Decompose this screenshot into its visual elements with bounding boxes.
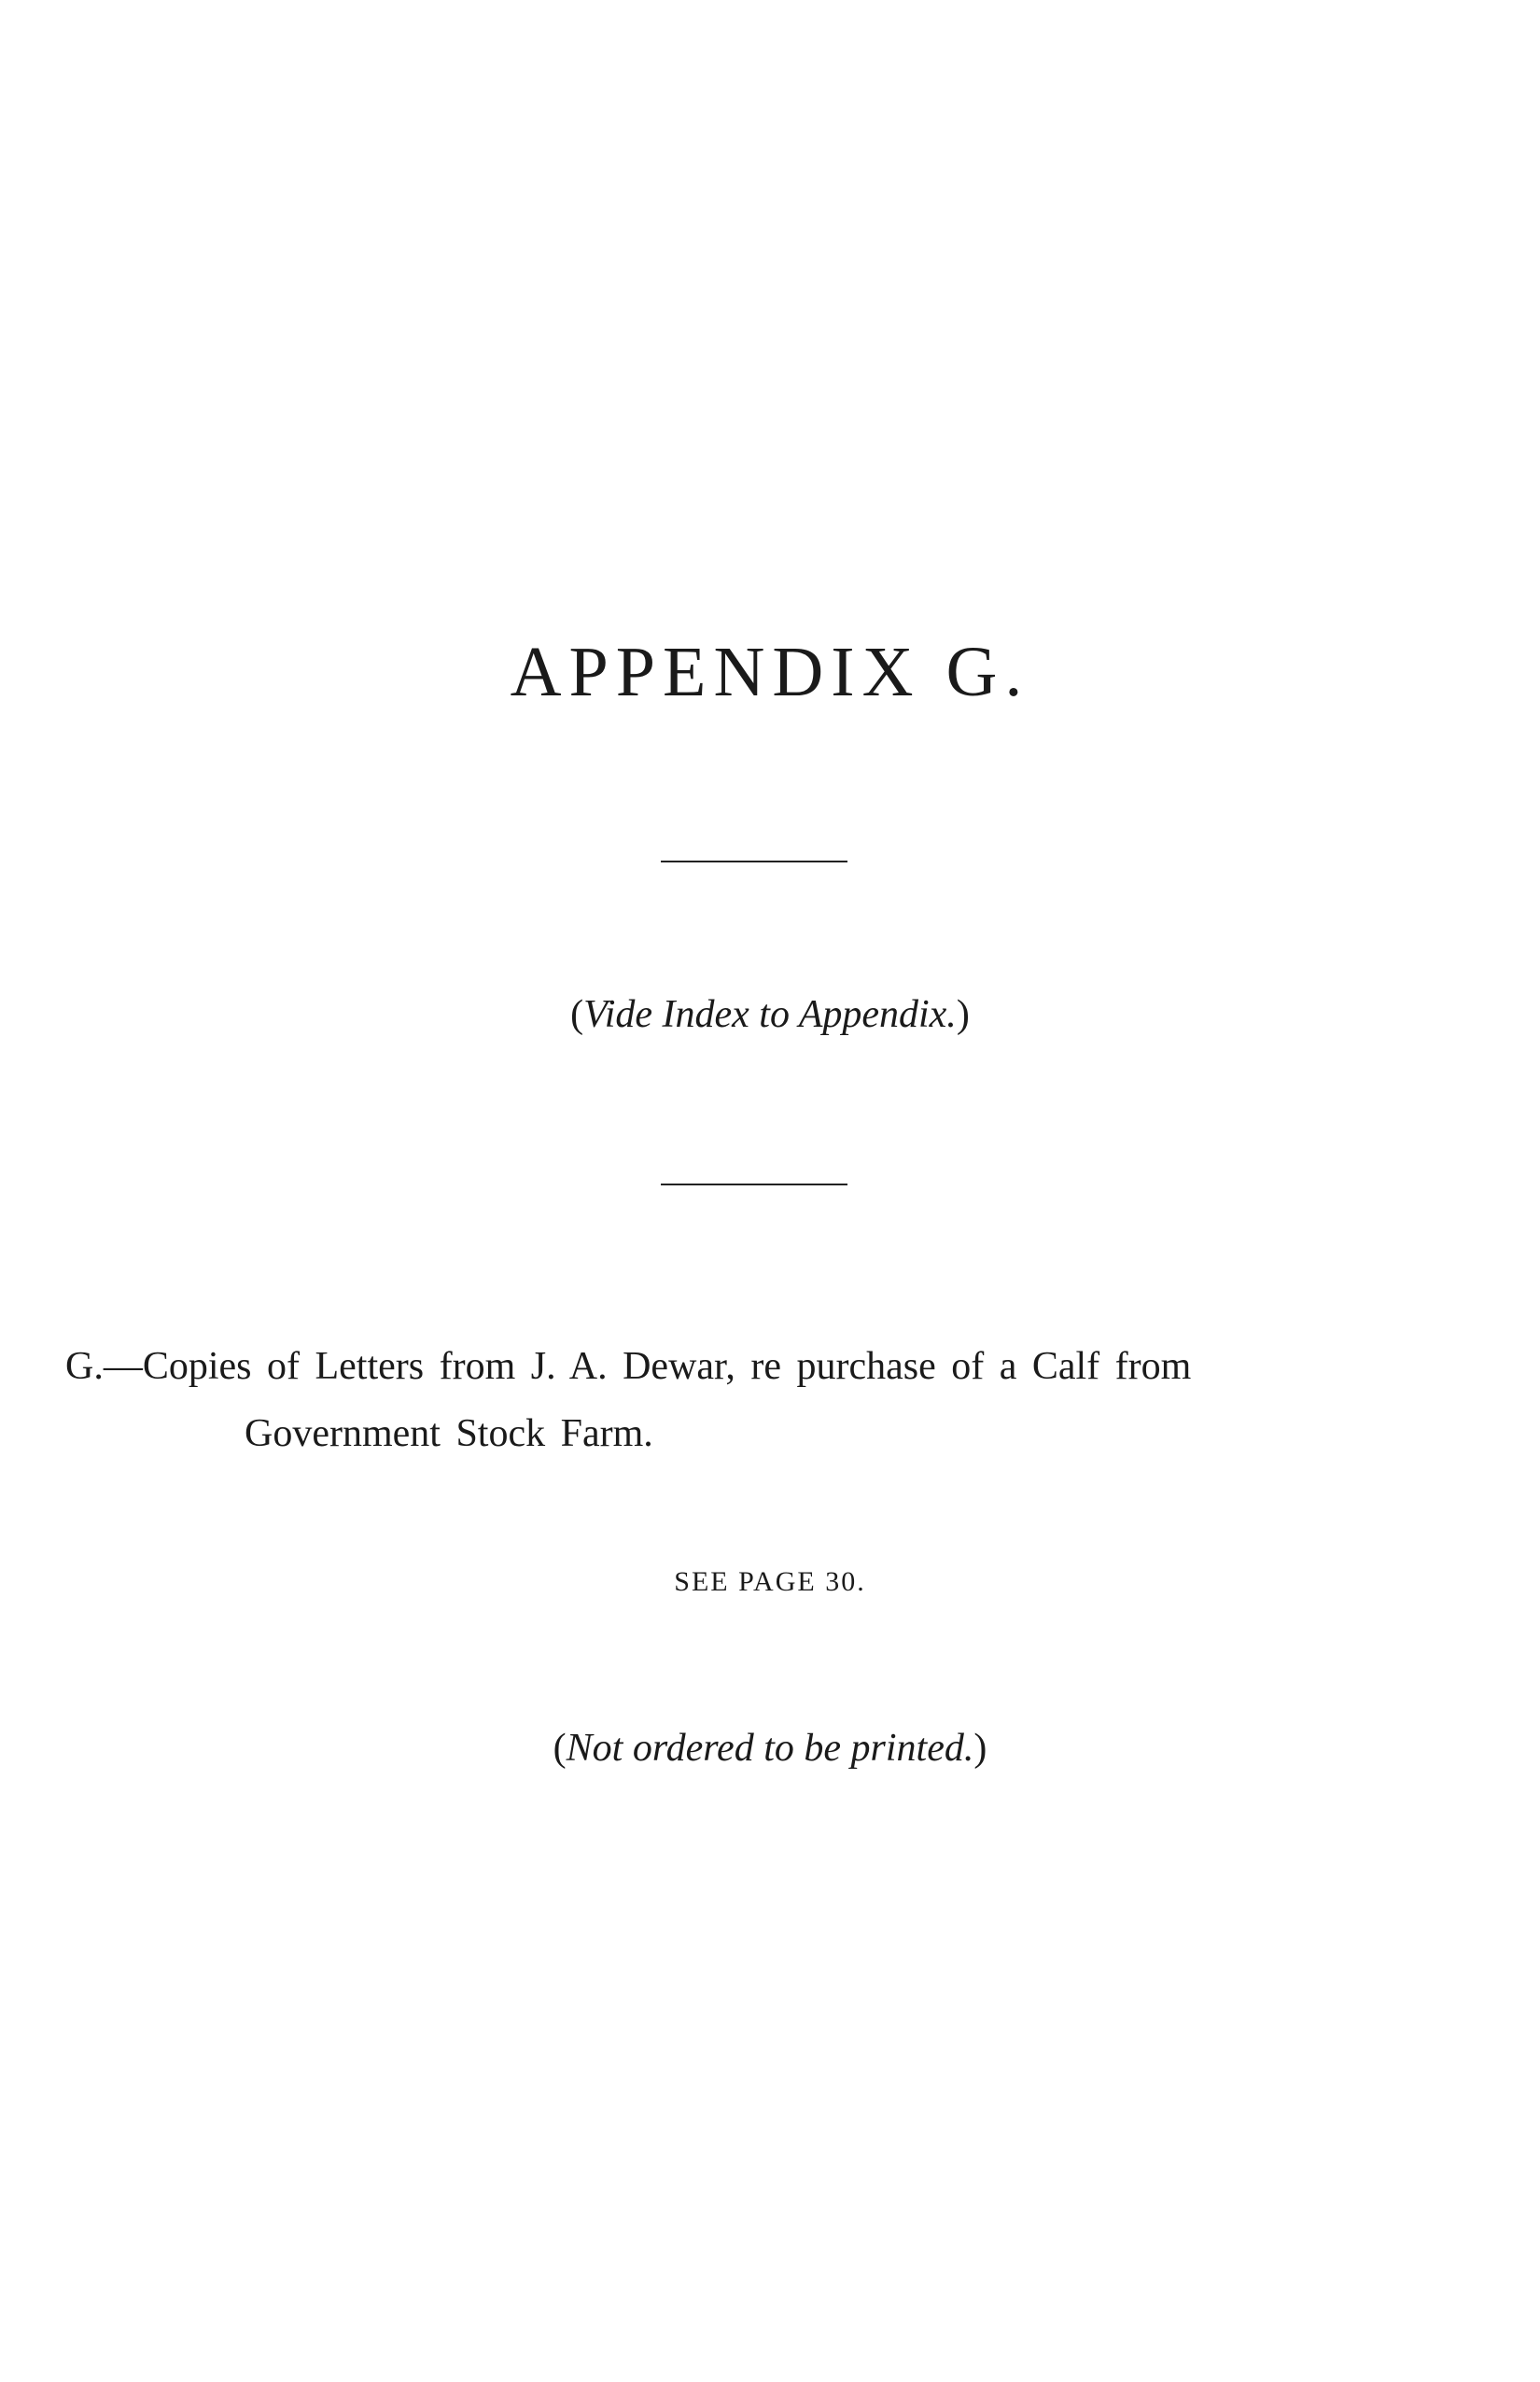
- appendix-entry: [65, 1333, 1465, 1467]
- page-title: APPENDIX G.: [510, 633, 1030, 711]
- reference-close-paren: ): [956, 993, 970, 1036]
- note-text: Not ordered to be printed.: [566, 1727, 974, 1770]
- reference-open-paren: (: [570, 993, 584, 1036]
- entry-line-1: G.—Copies of Letters from J. A. Dewar, re purchase of a Calf from: [65, 1345, 1192, 1388]
- entry-line-2: Government Stock Farm.: [245, 1412, 653, 1455]
- see-page-reference: SEE PAGE 30.: [674, 1566, 866, 1597]
- note-open-paren: (: [553, 1727, 567, 1770]
- note-close-paren: ): [973, 1727, 987, 1770]
- not-printed-note: [0, 1729, 1540, 1768]
- reference-text: Vide Index to Appendix.: [583, 993, 957, 1036]
- divider-top: [661, 861, 847, 862]
- divider-bottom: [661, 1184, 847, 1185]
- reference-note: [0, 995, 1540, 1034]
